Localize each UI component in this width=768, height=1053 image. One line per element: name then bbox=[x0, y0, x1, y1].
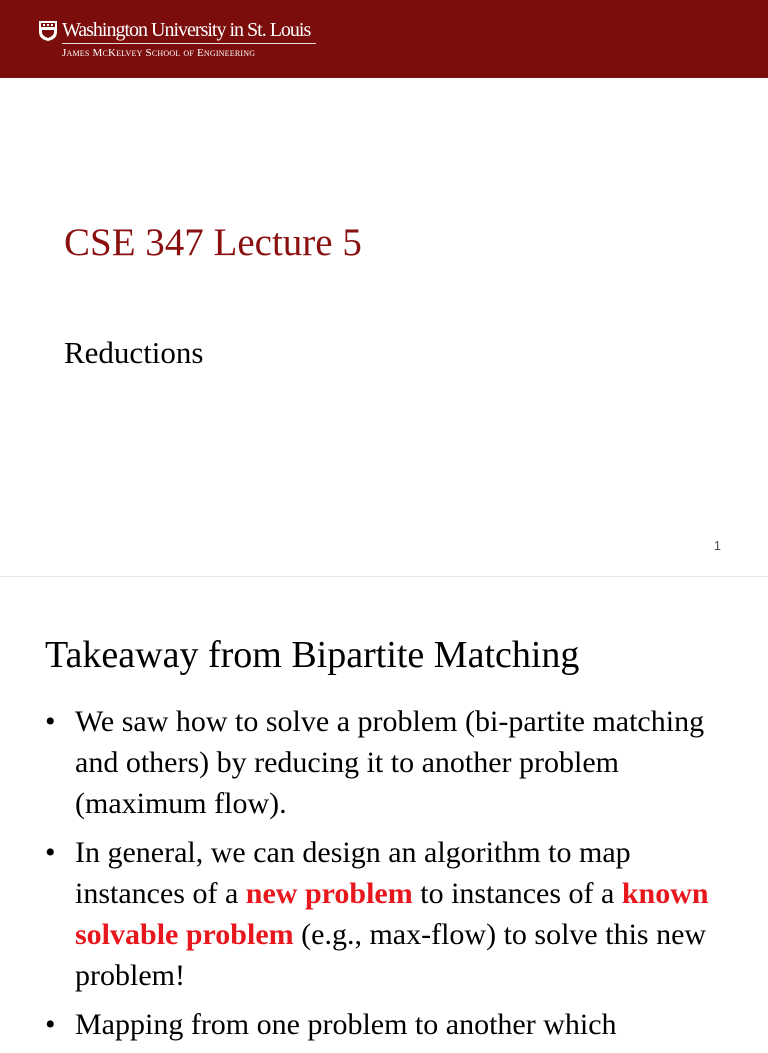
bullet-item bbox=[45, 701, 735, 824]
university-logo bbox=[38, 18, 316, 59]
bullet-dot: • bbox=[45, 705, 56, 738]
content-slide bbox=[0, 577, 768, 1041]
bullet-item bbox=[45, 1004, 735, 1045]
page-number: 1 bbox=[713, 538, 721, 553]
university-name: Washington University in St. Louis bbox=[62, 19, 311, 41]
bullet-dot: • bbox=[45, 1008, 56, 1041]
bullet-text: We saw how to solve a problem (bi-partite matching and others) by reducing it to another problem (maximum flow). bbox=[75, 705, 705, 820]
bullet-list bbox=[45, 701, 735, 1053]
slide-title: Takeaway from Bipartite Matching bbox=[45, 634, 580, 676]
university-shield-icon bbox=[38, 20, 58, 42]
highlight-new-problem: new problem bbox=[245, 877, 413, 910]
bullet-dot: • bbox=[45, 836, 56, 869]
bullet-item bbox=[45, 832, 735, 996]
lecture-title: CSE 347 Lecture 5 bbox=[64, 221, 362, 264]
bullet-text: In general, we can design an algorithm to map instances of a bbox=[75, 836, 631, 910]
school-name: James McKelvey School of Engineering bbox=[62, 47, 256, 59]
bullet-text: to instances of a bbox=[412, 877, 622, 910]
bullet-text: Mapping from one problem to another which bbox=[75, 1008, 617, 1041]
lecture-subtitle: Reductions bbox=[64, 335, 204, 370]
bullet-text: (e.g., max-flow) to solve this new problem! bbox=[75, 918, 707, 992]
header-band bbox=[0, 0, 768, 78]
highlight-known-problem: known solvable problem bbox=[75, 877, 709, 951]
logo-rule bbox=[62, 43, 316, 44]
